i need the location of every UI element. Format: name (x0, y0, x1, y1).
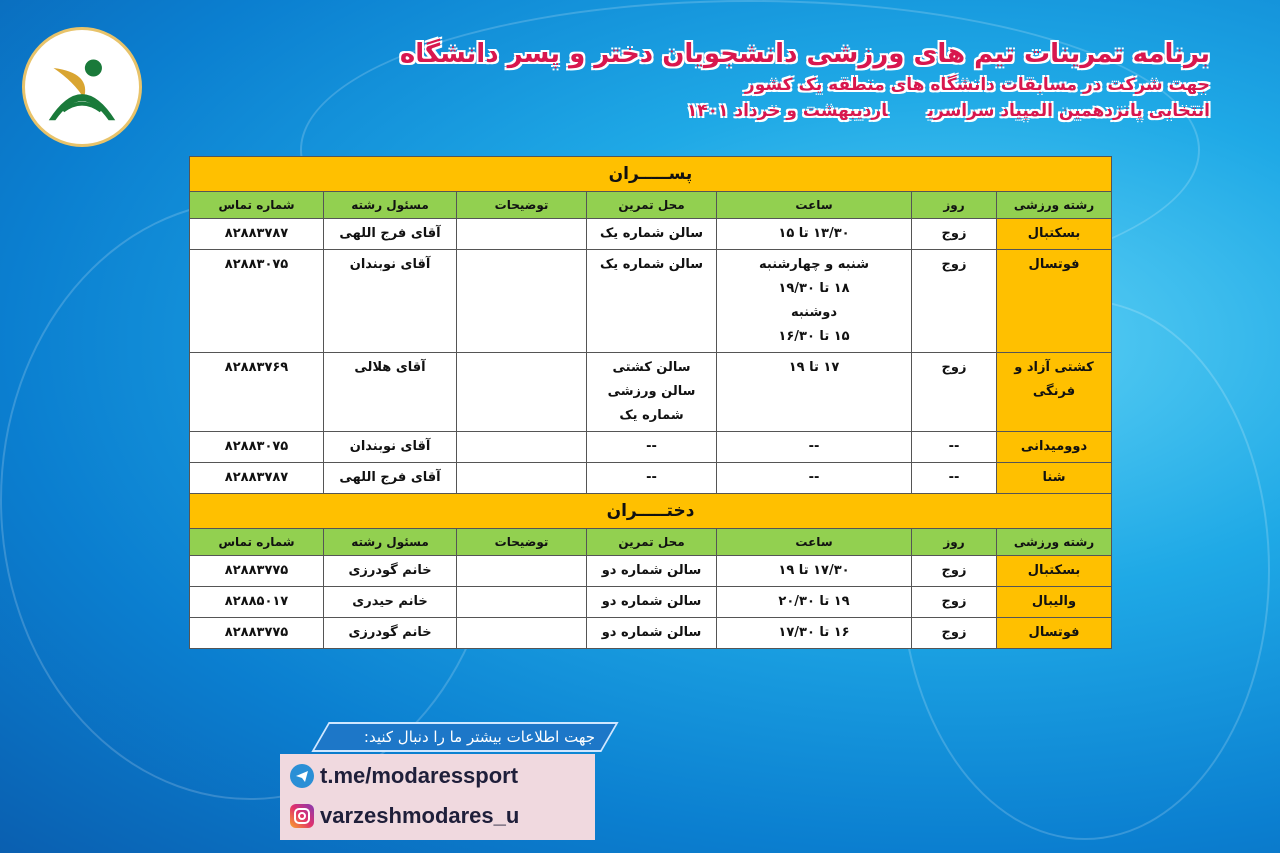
phone-cell: ۸۲۸۸۵۰۱۷ (190, 587, 324, 618)
column-header-notes: توضیحات (457, 529, 587, 556)
notes-cell (457, 463, 587, 494)
subtitle-olympiad: انتخابی پانزدهمین المپیاد سراسری (927, 101, 1210, 121)
time-line: ۱۶ تا ۱۷/۳۰ (778, 625, 850, 640)
manager-cell: خانم گودرزی (324, 618, 457, 649)
time-line: ۱۸ تا ۱۹/۳۰ (778, 281, 850, 296)
manager-cell: آقای نوبندان (324, 250, 457, 353)
column-header-sport: رشته ورزشی (997, 192, 1112, 219)
table-row (190, 432, 1112, 463)
manager-cell: آقای فرج اللهی (324, 463, 457, 494)
place-cell (587, 556, 717, 587)
sport-cell: فوتسال (997, 250, 1112, 353)
place-cell (587, 618, 717, 649)
column-header-notes: توضیحات (457, 192, 587, 219)
boys-section-title: پســـــران (190, 157, 1112, 192)
day-cell: زوج (912, 587, 997, 618)
place-line: سالن ورزشی (607, 384, 696, 399)
sport-cell: فوتسال (997, 618, 1112, 649)
table-row (190, 250, 1112, 353)
sport-cell: کشتی آزاد و فرنگی (997, 353, 1112, 432)
schedule-table (189, 156, 1112, 649)
column-header-time: ساعت (717, 529, 912, 556)
instagram-handle: varzeshmodares_u (320, 803, 520, 828)
day-cell: زوج (912, 250, 997, 353)
day-cell: زوج (912, 219, 997, 250)
header (400, 36, 1210, 124)
time-cell (717, 556, 912, 587)
notes-cell (457, 556, 587, 587)
sport-cell: شنا (997, 463, 1112, 494)
phone-cell: ۸۲۸۸۳۷۷۵ (190, 556, 324, 587)
follow-us-panel (280, 722, 610, 840)
column-header-manager: مسئول رشته (324, 192, 457, 219)
day-cell: زوج (912, 618, 997, 649)
table-row (190, 219, 1112, 250)
phone-cell: ۸۲۸۸۳۷۷۵ (190, 618, 324, 649)
place-line: سالن شماره دو (601, 625, 702, 640)
subtitle-date: اردیبهشت و خرداد ۱۴۰۱ (686, 101, 888, 121)
place-line: سالن شماره یک (600, 257, 704, 272)
time-line: ۱۷/۳۰ تا ۱۹ (778, 563, 850, 578)
follow-label: جهت اطلاعات بیشتر ما را دنبال کنید: (363, 728, 595, 746)
manager-cell: آقای هلالی (324, 353, 457, 432)
place-cell (587, 219, 717, 250)
sport-cell: والیبال (997, 587, 1112, 618)
time-cell (717, 353, 912, 432)
notes-cell (457, 587, 587, 618)
day-cell: -- (912, 463, 997, 494)
place-cell (587, 250, 717, 353)
time-line: ۱۵ تا ۱۶/۳۰ (778, 329, 850, 344)
telegram-link[interactable] (290, 762, 518, 790)
time-line: ۱۹ تا ۲۰/۳۰ (778, 594, 850, 609)
telegram-icon (290, 764, 314, 788)
subtitle: جهت شرکت در مسابقات دانشگاه های منطقه یک کشور (744, 75, 1210, 95)
phone-cell: ۸۲۸۸۳۰۷۵ (190, 432, 324, 463)
place-cell (587, 463, 717, 494)
place-cell (587, 432, 717, 463)
social-links-box (280, 754, 595, 840)
sport-cell: بسکتبال (997, 219, 1112, 250)
phone-cell: ۸۲۸۸۳۰۷۵ (190, 250, 324, 353)
time-line: ۱۷ تا ۱۹ (788, 360, 840, 375)
time-cell (717, 250, 912, 353)
notes-cell (457, 618, 587, 649)
instagram-link[interactable] (290, 802, 519, 830)
place-cell (587, 353, 717, 432)
instagram-icon (290, 804, 314, 828)
girls-section-title: دختـــــران (190, 494, 1112, 529)
table-row (190, 353, 1112, 432)
girls-section-title-row (190, 494, 1112, 529)
time-line: -- (808, 439, 820, 454)
day-cell: زوج (912, 556, 997, 587)
place-line: سالن کشتی (612, 360, 691, 375)
table-row (190, 463, 1112, 494)
column-header-row (190, 529, 1112, 556)
place-line: شماره یک (619, 408, 684, 423)
notes-cell (457, 432, 587, 463)
place-line: -- (646, 439, 657, 454)
manager-cell: آقای فرج اللهی (324, 219, 457, 250)
manager-cell: خانم حیدری (324, 587, 457, 618)
university-logo (22, 27, 142, 147)
phone-cell: ۸۲۸۸۳۷۸۷ (190, 219, 324, 250)
place-line: -- (646, 470, 657, 485)
phone-cell: ۸۲۸۸۳۷۶۹ (190, 353, 324, 432)
phone-cell: ۸۲۸۸۳۷۸۷ (190, 463, 324, 494)
table-row (190, 587, 1112, 618)
time-line: شنبه و چهارشنبه (759, 257, 870, 272)
column-header-day: روز (912, 192, 997, 219)
time-cell (717, 618, 912, 649)
column-header-row (190, 192, 1112, 219)
time-cell (717, 587, 912, 618)
column-header-phone: شماره تماس (190, 192, 324, 219)
time-line: دوشنبه (790, 305, 838, 320)
time-cell (717, 432, 912, 463)
notes-cell (457, 353, 587, 432)
column-header-place: محل تمرین (587, 192, 717, 219)
subtitle-2 (400, 98, 1210, 124)
time-line: ۱۳/۳۰ تا ۱۵ (778, 226, 850, 241)
telegram-handle: t.me/modaressport (320, 763, 519, 788)
place-cell (587, 587, 717, 618)
manager-cell: آقای نوبندان (324, 432, 457, 463)
notes-cell (457, 250, 587, 353)
column-header-time: ساعت (717, 192, 912, 219)
column-header-manager: مسئول رشته (324, 529, 457, 556)
sport-cell: بسکتبال (997, 556, 1112, 587)
sport-cell: دوومیدانی (997, 432, 1112, 463)
page-title: برنامه تمرینات تیم های ورزشی دانشجویان دختر و پسر دانشگاه (399, 39, 1210, 69)
table-row (190, 618, 1112, 649)
time-line: -- (808, 470, 820, 485)
day-cell: زوج (912, 353, 997, 432)
column-header-day: روز (912, 529, 997, 556)
column-header-place: محل تمرین (587, 529, 717, 556)
column-header-phone: شماره تماس (190, 529, 324, 556)
column-header-sport: رشته ورزشی (997, 529, 1112, 556)
table-row (190, 556, 1112, 587)
place-line: سالن شماره یک (600, 226, 704, 241)
boys-section-title-row (190, 157, 1112, 192)
manager-cell: خانم گودرزی (324, 556, 457, 587)
place-line: سالن شماره دو (601, 594, 702, 609)
day-cell: -- (912, 432, 997, 463)
place-line: سالن شماره دو (601, 563, 702, 578)
time-cell (717, 219, 912, 250)
notes-cell (457, 219, 587, 250)
time-cell (717, 463, 912, 494)
